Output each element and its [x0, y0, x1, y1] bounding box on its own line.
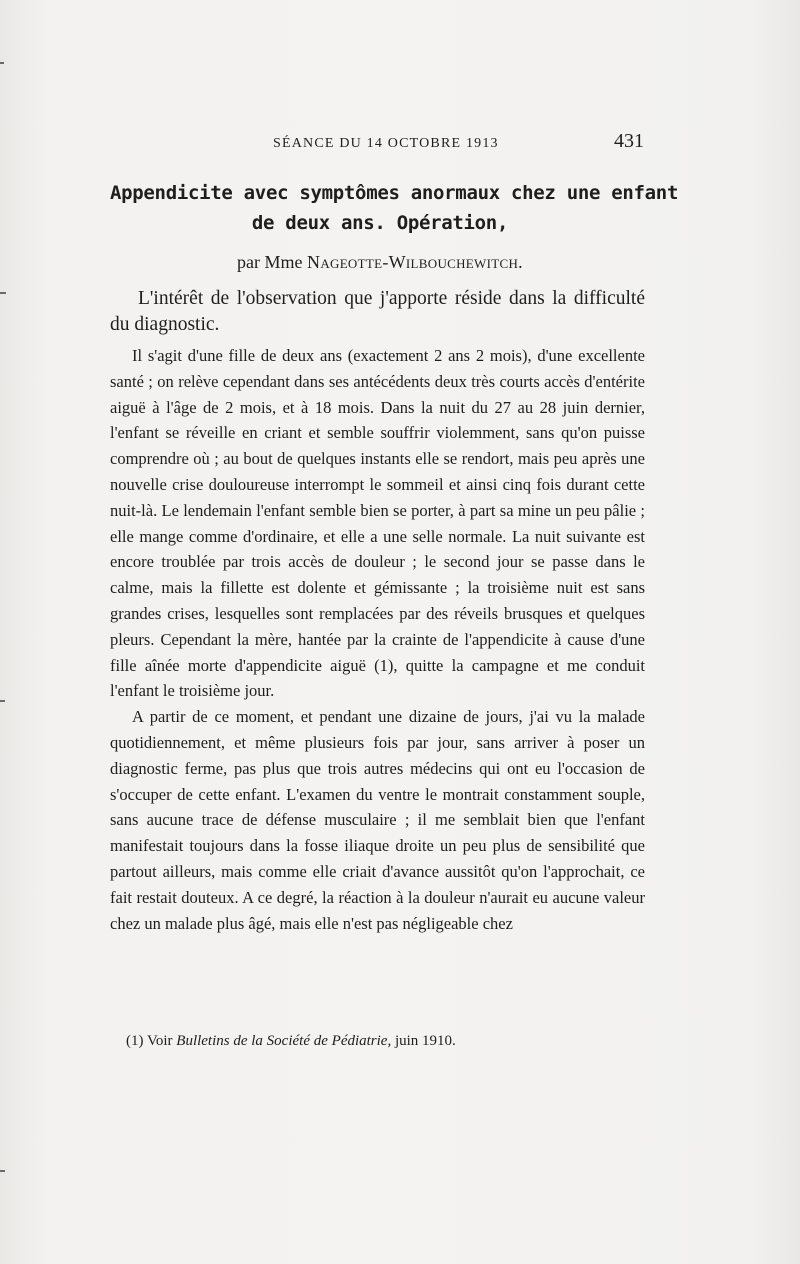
running-head: SÉANCE DU 14 OCTOBRE 1913: [273, 136, 499, 151]
footnote: [126, 1030, 646, 1052]
title-line-2: de deux ans. Opération,: [251, 212, 509, 234]
body-paragraph-1: Il s'agit d'une fille de deux ans (exactement 2 ans 2 mois), d'une excellente santé ; on relève cependant dans ses antécédents deux très courts accès d'entérite aiguë à l'âge de 2 mois, et à 18 mois. Dans la nuit du 27 au 28 juin dernier, l'enfant se réveille en criant et semble souffrir violemment, sans qu'on puisse comprendre où ; au bout de quelques instants elle se rendort, mais peu après une nouvelle crise douloureuse interrompt le sommeil et ainsi cinq fois durant cette nuit-là. Le lendemain l'enfant semble bien se porter, à part sa mine un peu pâlie ; elle mange comme d'ordinaire, et elle a une selle normale. La nuit suivante est encore troublée par trois accès de douleur ; le second jour se passe dans le calme, mais la fillette est dolente et gémissante ; la troisième nuit est sans grandes crises, lesquelles sont remplacées par des réveils brusques et quelques pleurs. Cependant la mère, hantée par la crainte de l'appendicite à cause d'une fille aînée morte d'appendicite aiguë (1), quitte la campagne et me conduit l'enfant le troisième jour.: [110, 346, 645, 701]
scan-mark: [0, 62, 4, 64]
footnote-date: juin 1910.: [394, 1033, 456, 1049]
intro-paragraph: L'intérêt de l'observation que j'apporte réside dans la difficulté du diagnostic.: [110, 288, 645, 335]
article-title: [110, 178, 679, 238]
scan-mark: [0, 292, 6, 294]
footnote-citation: Bulletins de la Société de Pédiatrie,: [176, 1033, 392, 1049]
body-paragraph-2: A partir de ce moment, et pendant une dizaine de jours, j'ai vu la malade quotidiennement, et même plusieurs fois par jour, sans arriver à poser un diagnostic ferme, pas plus que trois autres médecins qui ont eu l'occasion de s'occuper de cette enfant. L'examen du ventre le montrait constamment souple, sans aucune trace de défense musculaire ; il me semblait bien que l'enfant manifestait toujours dans la fosse iliaque droite un peu plus de sensibilité que partout ailleurs, mais comme elle criait d'avance aussitôt qu'on l'approchait, ce fait restait douteux. A ce degré, la réaction à la douleur n'aurait eu aucune valeur chez un malade plus âgé, mais elle n'est pas négligeable chez: [110, 707, 645, 933]
byline-author: Nageotte-Wilbouchewitch.: [307, 252, 523, 272]
article-body: [110, 343, 645, 936]
byline-prefix: par Mme: [237, 252, 303, 272]
author-byline: [110, 250, 650, 274]
title-line-1: Appendicite avec symptômes anormaux chez une enfant: [110, 182, 679, 204]
scan-mark: [0, 700, 5, 702]
page-header: [110, 130, 650, 160]
footnote-marker: (1) Voir: [126, 1033, 173, 1049]
scan-mark: [0, 1170, 5, 1172]
page-number: 431: [614, 130, 644, 152]
